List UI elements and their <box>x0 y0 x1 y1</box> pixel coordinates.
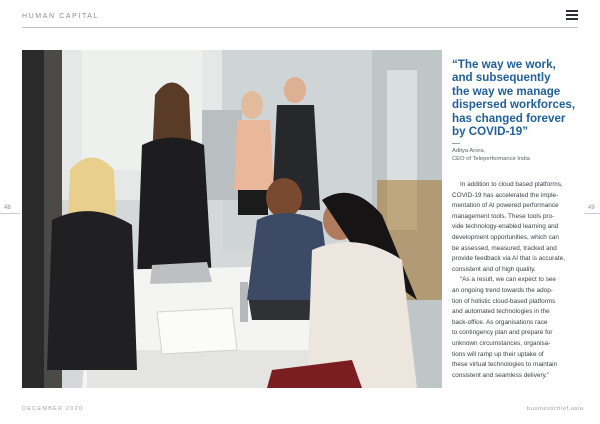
pull-quote-line: by COVID-19” <box>452 125 529 139</box>
footer-site-link[interactable]: businesschief.asia <box>527 406 584 412</box>
left-margin-rule <box>0 213 20 214</box>
body-line: be assessed, measured, tracked and <box>452 244 557 252</box>
article-paragraph <box>452 180 580 275</box>
body-line: mentation of AI powered performance <box>452 202 559 210</box>
body-line: to contingency plan and prepare for <box>452 329 553 337</box>
page-number-right: 49 <box>588 205 595 211</box>
body-line: provide feedback via AI that is accurate, <box>452 255 565 263</box>
page-number-left: 48 <box>4 205 11 211</box>
pull-quote-line: dispersed workforces, <box>452 98 576 112</box>
quote-divider <box>452 143 460 144</box>
header-divider <box>22 27 578 28</box>
body-line: tion of holistic cloud-based platforms <box>452 297 556 305</box>
pull-quote-line: has changed forever <box>452 111 566 125</box>
office-team-meeting-photo <box>22 50 442 388</box>
author-role: CEO of Teleperformance India <box>452 156 530 162</box>
pull-quote-line: the way we manage <box>452 84 561 98</box>
pull-quote-line: and subsequently <box>452 71 551 85</box>
body-line: In addition to cloud based platforms, <box>460 181 563 188</box>
section-label: HUMAN CAPITAL <box>22 13 100 20</box>
pull-quote-line: “The way we work, <box>452 58 556 71</box>
hamburger-menu-icon[interactable] <box>566 10 578 20</box>
body-line: an ongoing trend towards the adop- <box>452 286 553 294</box>
article-paragraph <box>452 275 580 381</box>
author-name: Aditya Arora, <box>452 148 486 154</box>
body-line: vide technology-enabled learning and <box>452 223 559 231</box>
body-line: unknown circumstances, organisa- <box>452 339 551 347</box>
body-line: and automated technologies in the <box>452 308 550 316</box>
body-line: COVID-19 has accelerated the imple- <box>452 191 559 199</box>
right-margin-rule <box>584 213 600 214</box>
body-line: tions will ramp up their uptake of <box>452 350 544 358</box>
body-line: consistent and seamless delivery.” <box>452 371 550 379</box>
body-line: consistent and of high quality. <box>452 265 536 273</box>
article-body <box>452 180 580 381</box>
footer-date: DECEMBER 2020 <box>22 406 84 412</box>
body-line: these virtual technologies to maintain <box>452 361 558 369</box>
body-line: “As a result, we can expect to see <box>460 276 556 284</box>
pull-quote <box>452 58 582 138</box>
body-line: development opportunities, which can <box>452 233 559 241</box>
body-line: management tools. These tools pro- <box>452 212 555 220</box>
body-line: back-office. As organisations race <box>452 318 548 326</box>
